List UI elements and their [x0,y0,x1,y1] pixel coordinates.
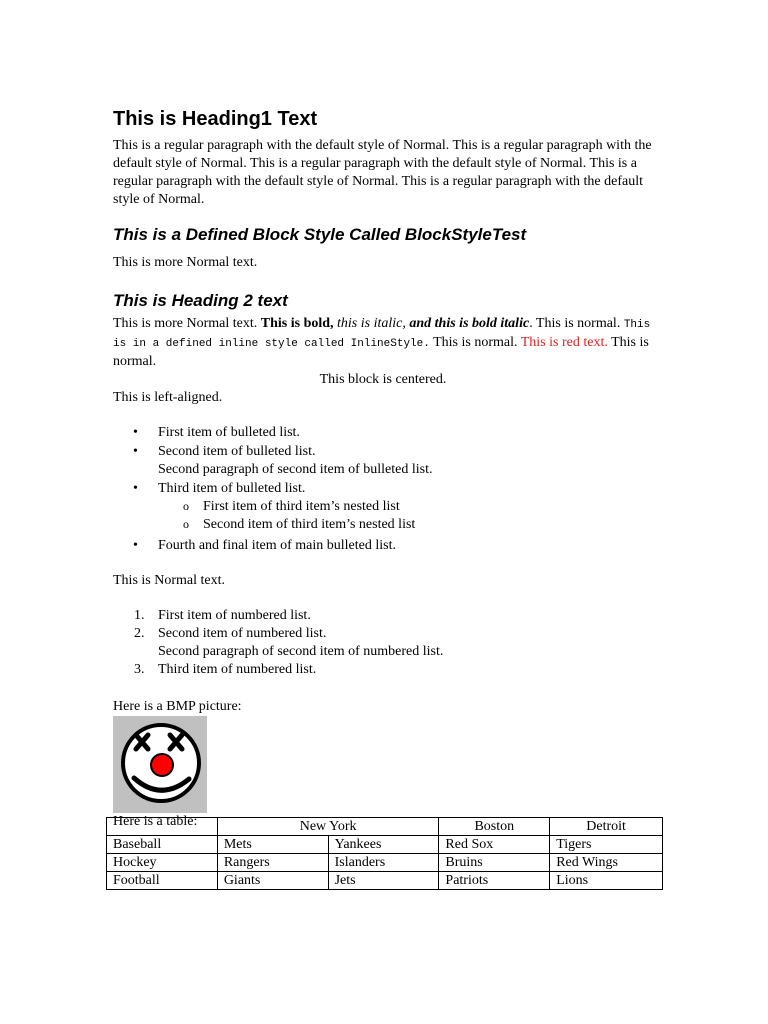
document-page [113,106,653,831]
table-header-cell [107,818,218,836]
circle-bullet-icon: o [183,517,189,531]
table-header-cell: Detroit [550,818,663,836]
nested-item-text: First item of third item’s nested list [203,499,400,514]
list-item [113,443,653,479]
numbered-item-text: First item of numbered list. [158,608,311,623]
left-aligned-block: This is left-aligned. [113,390,223,405]
table-cell: Mets [217,836,328,854]
list-item-text: Fourth and final item of main bulleted list. [158,538,396,553]
table-cell: Giants [217,872,328,890]
clown-face-picture [113,716,207,813]
centered-block: This block is centered. [319,372,447,387]
nested-list-item [158,498,653,516]
heading1: This is Heading1 Text [113,108,318,130]
table-cell: Baseball [107,836,218,854]
table-caption: Here is a table: [113,814,198,829]
inline-style-text: This is in a defined inline style called InlineStyle. [113,319,651,350]
numbered-item [113,661,653,679]
table-cell: Bruins [439,854,550,872]
table-cell: Football [107,872,218,890]
more-normal-text: This is more Normal text. [113,255,258,270]
numbered-item-text: Second item of numbered list. [158,626,327,641]
list-item-second-paragraph: Second paragraph of second item of bulleted list. [158,462,433,477]
table-cell: Hockey [107,854,218,872]
nested-item-text: Second item of third item’s nested list [203,517,416,532]
list-item-text: Third item of bulleted list. [158,481,306,496]
bullet-icon: • [133,444,138,459]
list-item [113,480,653,534]
list-item-text: First item of bulleted list. [158,425,300,440]
table-cell: Red Wings [550,854,663,872]
table-cell: Rangers [217,854,328,872]
list-item [113,537,653,555]
table-cell: Patriots [439,872,550,890]
table-cell: Jets [328,872,439,890]
table-row [107,836,663,854]
normal-text-b: . This is normal. [529,316,624,331]
bulleted-list [113,424,653,555]
numbered-item-second-paragraph: Second paragraph of second item of numbered list. [158,644,444,659]
list-item [113,424,653,442]
table-cell: Red Sox [439,836,550,854]
sports-teams-table [106,817,663,890]
normal-text-d: This is normal. [113,335,649,369]
table-cell: Lions [550,872,663,890]
numbered-list [113,607,653,679]
table-cell: Islanders [328,854,439,872]
nested-list-item [158,516,653,534]
table-header-row [107,818,663,836]
block-style-heading: This is a Defined Block Style Called BlockStyleTest [113,225,527,244]
normal-text-c: This is normal. [429,335,521,350]
normal-text-a: This is more Normal text. [113,316,261,331]
item-number: 2. [134,626,145,641]
table-header-cell: Boston [439,818,550,836]
mixed-style-paragraph [113,315,653,371]
item-number: 1. [134,608,145,623]
table-row [107,854,663,872]
circle-bullet-icon: o [183,499,189,513]
intro-paragraph: This is a regular paragraph with the default style of Normal. This is a regular paragraph with the default style of Normal. This is a regular paragraph with the default style of Normal. This is a regular paragraph with the default style of Normal. This is a regular paragraph with the default style of Normal. [113,138,652,207]
bold-italic-text: and this is bold italic [405,316,530,331]
table-row [107,872,663,890]
bold-text: This is bold, [260,316,334,331]
normal-text: This is Normal text. [113,573,225,588]
table-header-cell: New York [217,818,439,836]
bullet-icon: • [133,425,138,440]
bmp-caption: Here is a BMP picture: [113,699,242,714]
item-number: 3. [134,662,145,677]
numbered-item [113,607,653,625]
numbered-item-text: Third item of numbered list. [158,662,317,677]
bullet-icon: • [133,481,138,496]
numbered-item [113,625,653,661]
bullet-icon: • [133,538,138,553]
italic-text: this is italic, [333,316,406,331]
heading2: This is Heading 2 text [113,291,288,310]
nested-list [158,498,653,534]
table-cell: Yankees [328,836,439,854]
table-cell: Tigers [550,836,663,854]
list-item-text: Second item of bulleted list. [158,444,316,459]
red-text: This is red text. [520,335,608,350]
